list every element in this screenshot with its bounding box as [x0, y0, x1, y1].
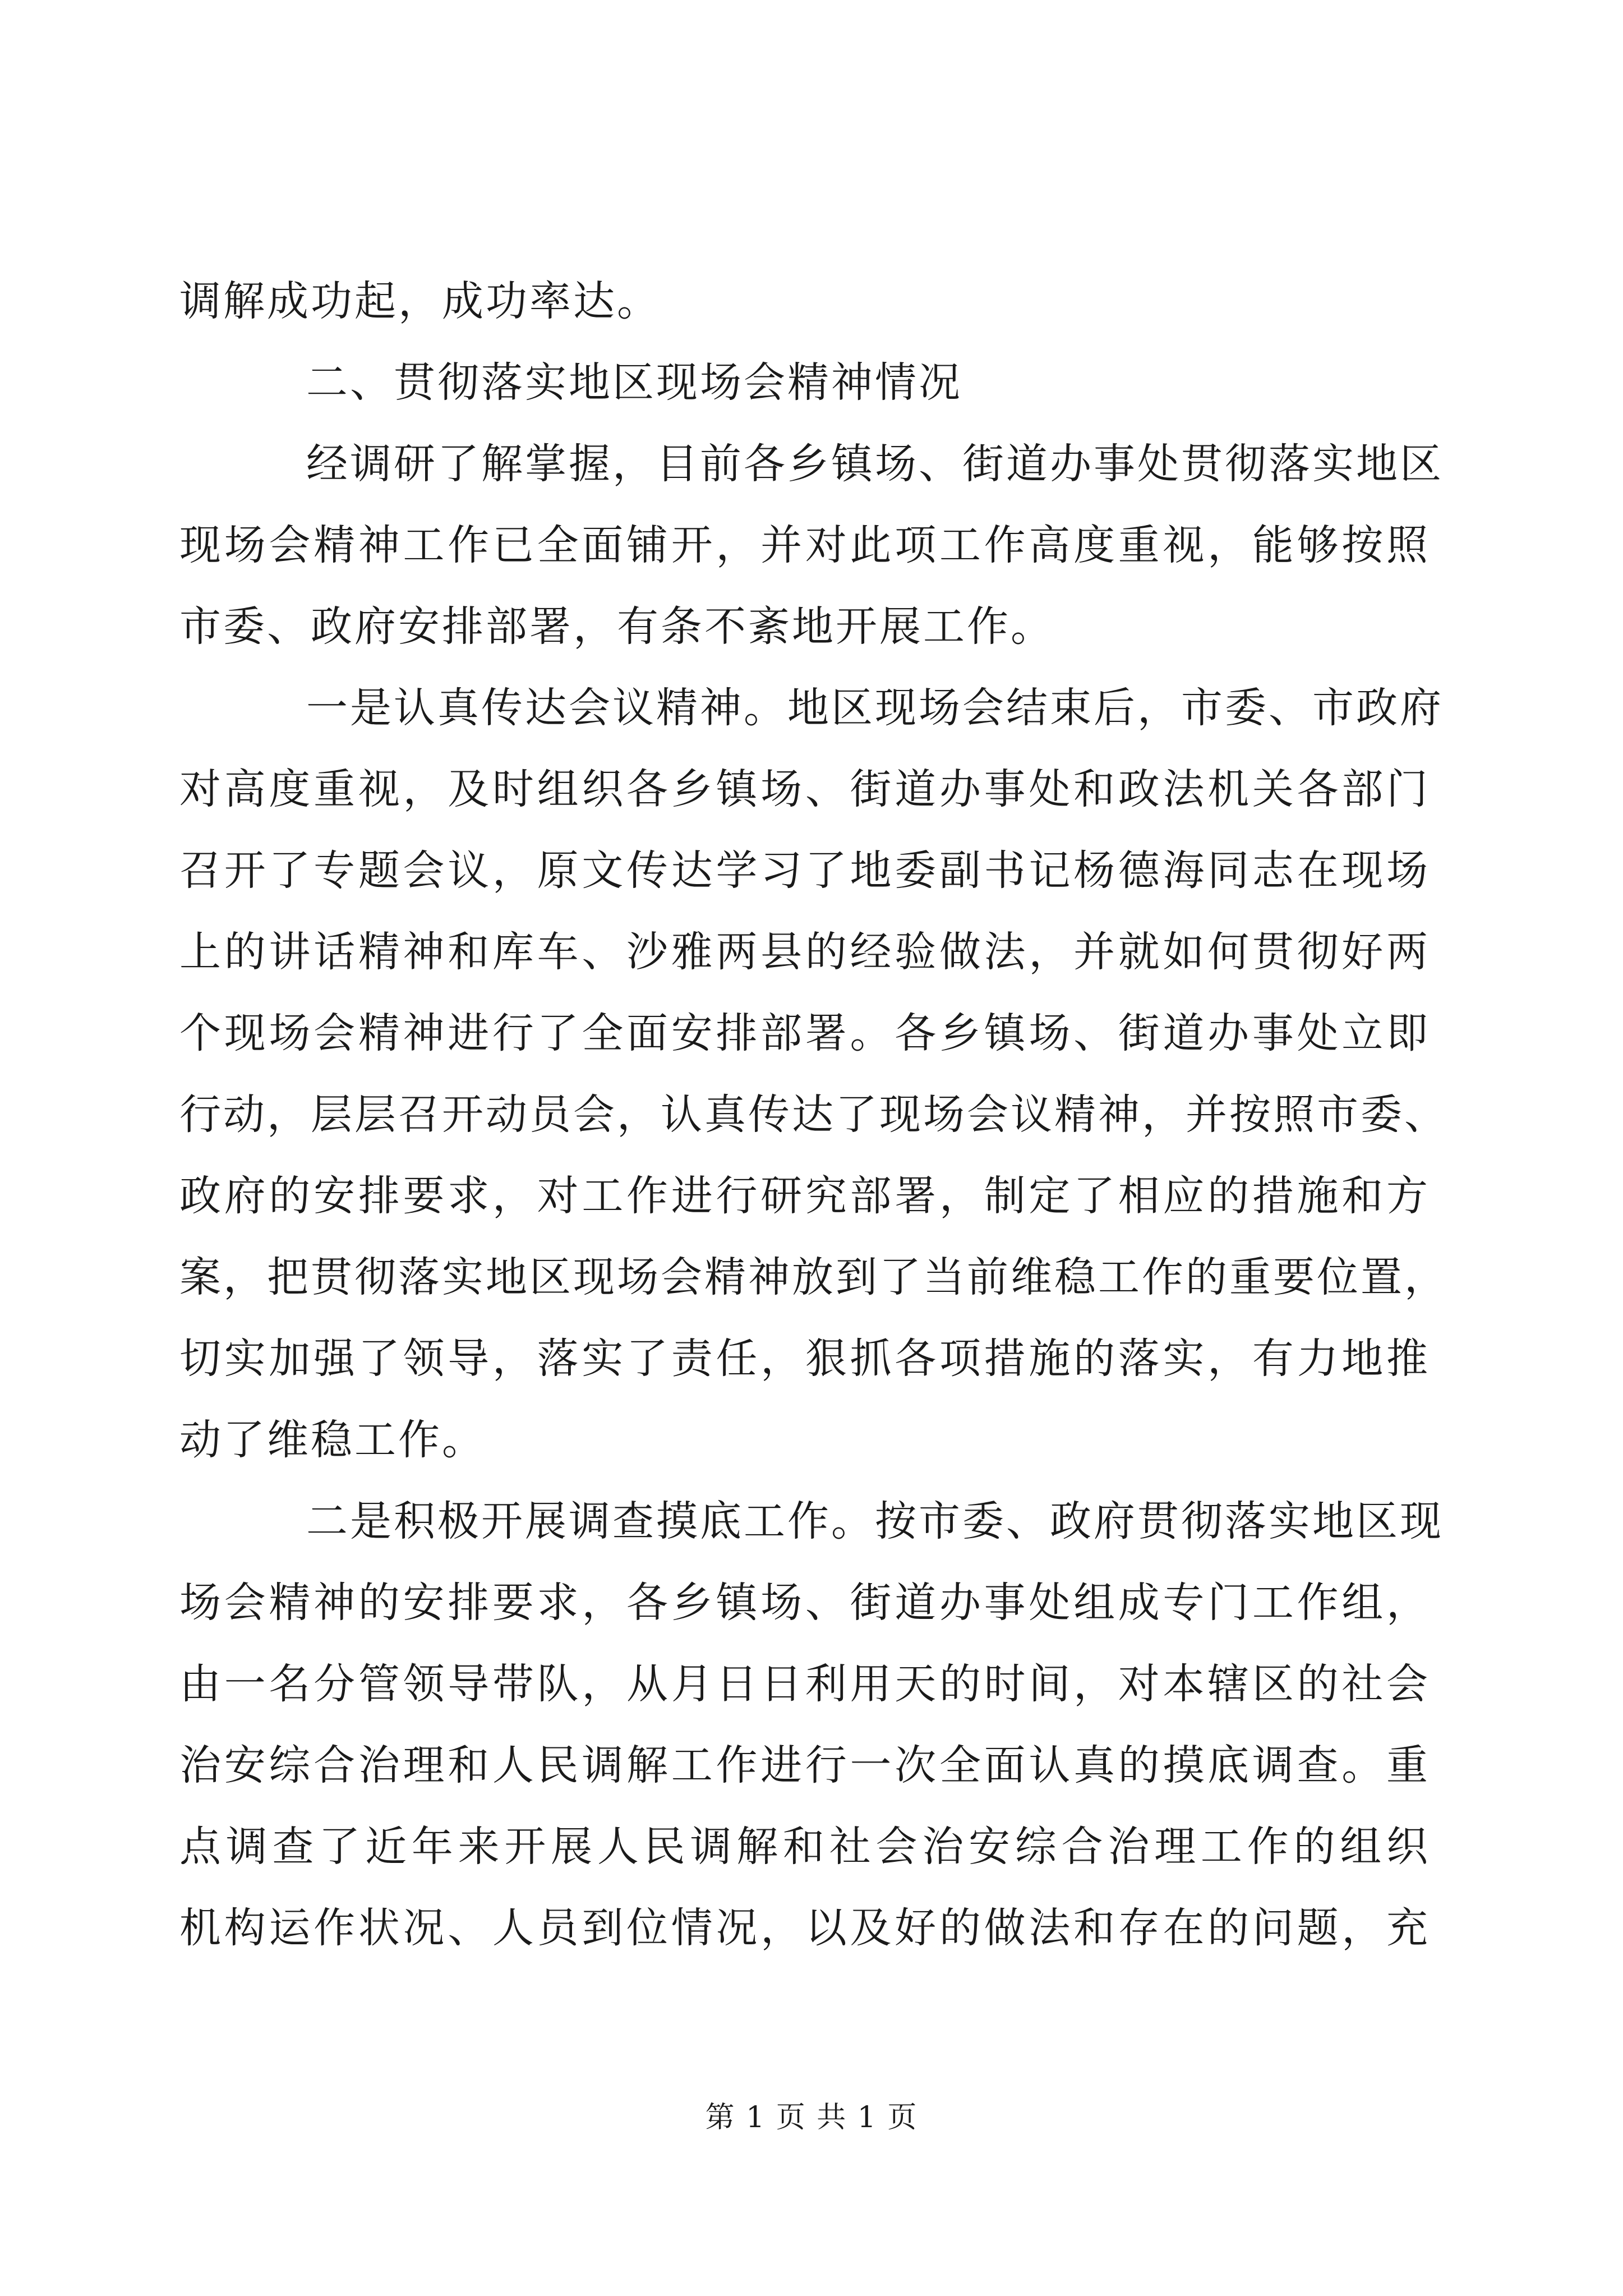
text-line: 对高度重视，及时组织各乡镇场、街道办事处和政法机关各部门 — [179, 765, 1430, 813]
text-line: 调解成功起，成功率达。 — [179, 277, 661, 325]
text-line: 个现场会精神进行了全面安排部署。各乡镇场、街道办事处立即 — [179, 1009, 1430, 1057]
text-line: 切实加强了领导，落实了责任，狠抓各项措施的落实，有力地推 — [179, 1335, 1430, 1383]
page-footer: 第 1 页 共 1 页 — [705, 2101, 918, 2134]
text-line: 行动，层层召开动员会，认真传达了现场会议精神，并按照市委、 — [179, 1091, 1448, 1139]
text-line: 上的讲话精神和库车、沙雅两县的经验做法，并就如何贯彻好两 — [179, 928, 1430, 976]
text-line: 机构运作状况、人员到位情况，以及好的做法和存在的问题，充 — [179, 1904, 1430, 1952]
text-line: 案，把贯彻落实地区现场会精神放到了当前维稳工作的重要位置， — [179, 1253, 1448, 1301]
text-line: 召开了专题会议，原文传达学习了地委副书记杨德海同志在现场 — [179, 846, 1430, 895]
text-line: 经调研了解掌握，目前各乡镇场、街道办事处贯彻落实地区 — [306, 440, 1444, 488]
text-line: 市委、政府安排部署，有条不紊地开展工作。 — [179, 602, 1054, 651]
text-line: 一是认真传达会议精神。地区现场会结束后，市委、市政府 — [306, 684, 1444, 732]
text-line: 场会精神的安排要求，各乡镇场、街道办事处组成专门工作组， — [179, 1579, 1430, 1627]
text-line: 政府的安排要求，对工作进行研究部署，制定了相应的措施和方 — [179, 1172, 1430, 1220]
text-line: 二、贯彻落实地区现场会精神情况 — [306, 358, 962, 407]
text-line: 动了维稳工作。 — [179, 1416, 486, 1464]
text-line: 二是积极开展调查摸底工作。按市委、政府贯彻落实地区现 — [306, 1497, 1444, 1545]
text-line: 治安综合治理和人民调解工作进行一次全面认真的摸底调查。重 — [179, 1741, 1430, 1789]
document-body — [179, 261, 1448, 1969]
text-line: 点调查了近年来开展人民调解和社会治安综合治理工作的组织 — [179, 1823, 1430, 1871]
text-line: 现场会精神工作已全面铺开，并对此项工作高度重视，能够按照 — [179, 521, 1430, 569]
text-line: 由一名分管领导带队，从月日日利用天的时间，对本辖区的社会 — [179, 1660, 1430, 1708]
